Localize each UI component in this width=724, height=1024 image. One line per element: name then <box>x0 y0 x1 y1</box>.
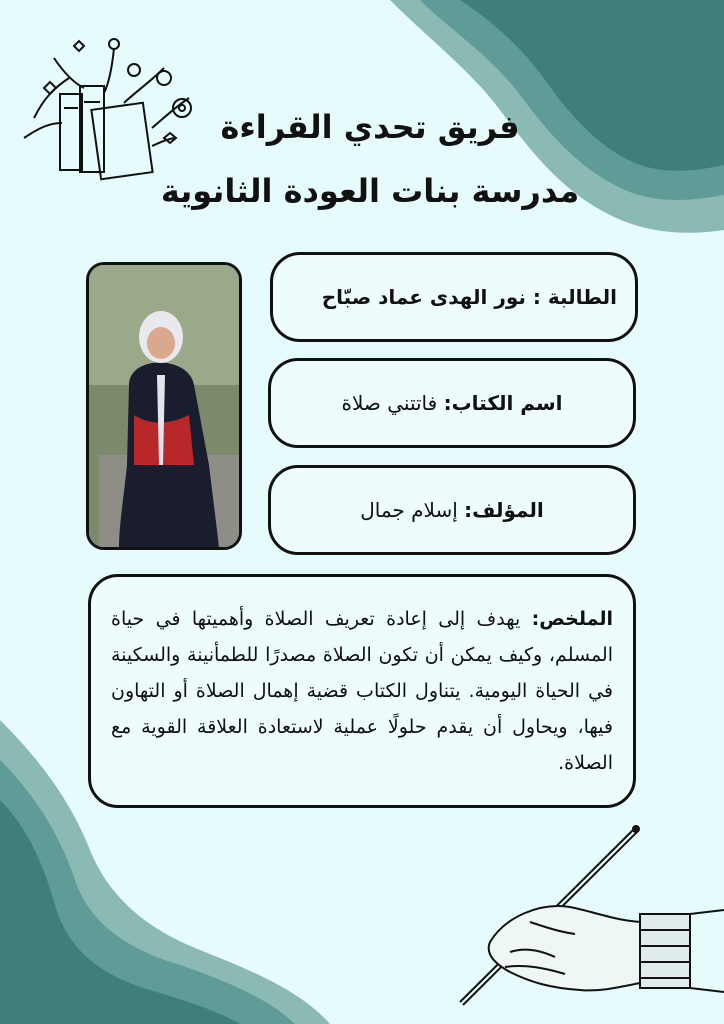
summary-box <box>88 574 636 808</box>
student-box <box>270 252 638 342</box>
book-box <box>268 358 636 448</box>
student-photo <box>86 262 242 550</box>
hand-pen-icon <box>430 822 724 1022</box>
summary-text: يهدف إلى إعادة تعريف الصلاة وأهميتها في حياة المسلم، وكيف يمكن أن تكون الصلاة مصدرًا للطمأنينة والسكينة في الحياة اليومية. يتناول الكتاب قضية إهمال الصلاة أو التهاون فيها، ويحاول أن يقدم حلولًا عملية لاستعادة العلاقة القوية مع الصلاة. <box>111 608 613 774</box>
book-label: اسم الكتاب: <box>443 391 563 415</box>
team-title: فريق تحدي القراءة <box>220 108 520 146</box>
author-box <box>268 465 636 555</box>
author-label: المؤلف: <box>464 498 544 522</box>
student-label: الطالبة : <box>532 285 617 309</box>
author-name: إسلام جمال <box>360 498 458 522</box>
book-title: فاتتني صلاة <box>341 391 438 415</box>
student-name: نور الهدى عماد صبّاح <box>321 285 526 309</box>
summary-label: الملخص: <box>531 608 613 630</box>
books-flowers-icon <box>14 28 204 183</box>
school-title: مدرسة بنات العودة الثانوية <box>160 172 580 210</box>
